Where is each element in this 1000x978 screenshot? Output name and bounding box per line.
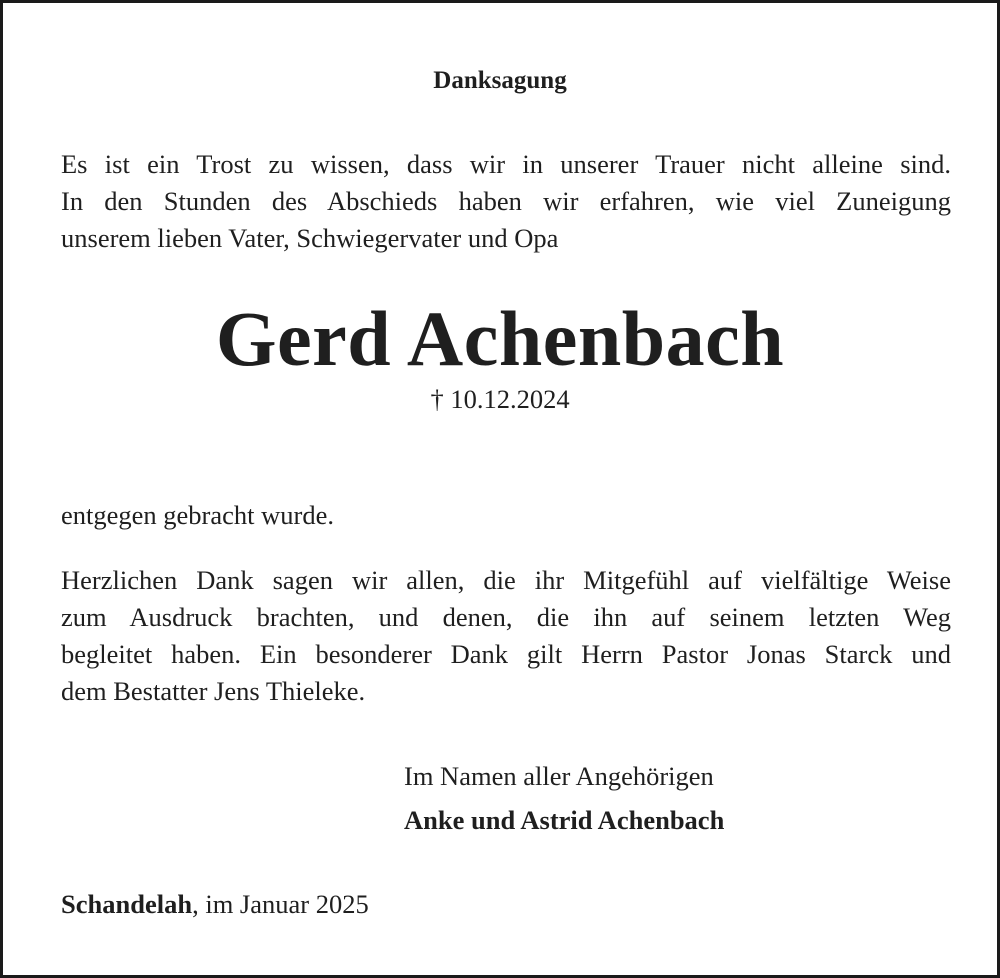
thanks-line: begleitet haben. Ein besonderer Dank gilt Herrn Pastor Jonas Starck und	[61, 639, 951, 669]
death-date: 10.12.2024	[450, 384, 570, 414]
notice-heading: Danksagung	[433, 67, 567, 94]
continuation-line: entgegen gebracht wurde.	[61, 500, 334, 530]
thanks-line: dem Bestatter Jens Thieleke.	[61, 676, 366, 706]
thanks-line: Herzlichen Dank sagen wir allen, die ihr Mitgefühl auf vielfältige Weise	[61, 565, 951, 595]
intro-line: In den Stunden des Abschieds haben wir erfahren, wie viel Zuneigung	[61, 186, 951, 216]
thanks-line: zum Ausdruck brachten, und denen, die ihn auf seinem letzten Weg	[61, 602, 951, 632]
death-date-line	[3, 381, 997, 417]
date-text: , im Januar 2025	[192, 889, 369, 919]
deceased-name: Gerd Achenbach	[215, 295, 785, 382]
signers: Anke und Astrid Achenbach	[404, 805, 725, 835]
intro-line: Es ist ein Trost zu wissen, dass wir in unserer Trauer nicht alleine sind.	[61, 149, 951, 179]
continuation-paragraph	[61, 497, 951, 534]
intro-paragraph	[61, 146, 951, 257]
closing-phrase: Im Namen aller Angehörigen	[404, 761, 714, 791]
cross-icon: †	[430, 384, 444, 414]
place-name: Schandelah	[61, 889, 193, 919]
thanks-paragraph	[61, 562, 951, 710]
closing-block	[404, 754, 724, 842]
intro-line: unserem lieben Vater, Schwiegervater und Opa	[61, 223, 559, 253]
place-date-line	[61, 886, 369, 922]
